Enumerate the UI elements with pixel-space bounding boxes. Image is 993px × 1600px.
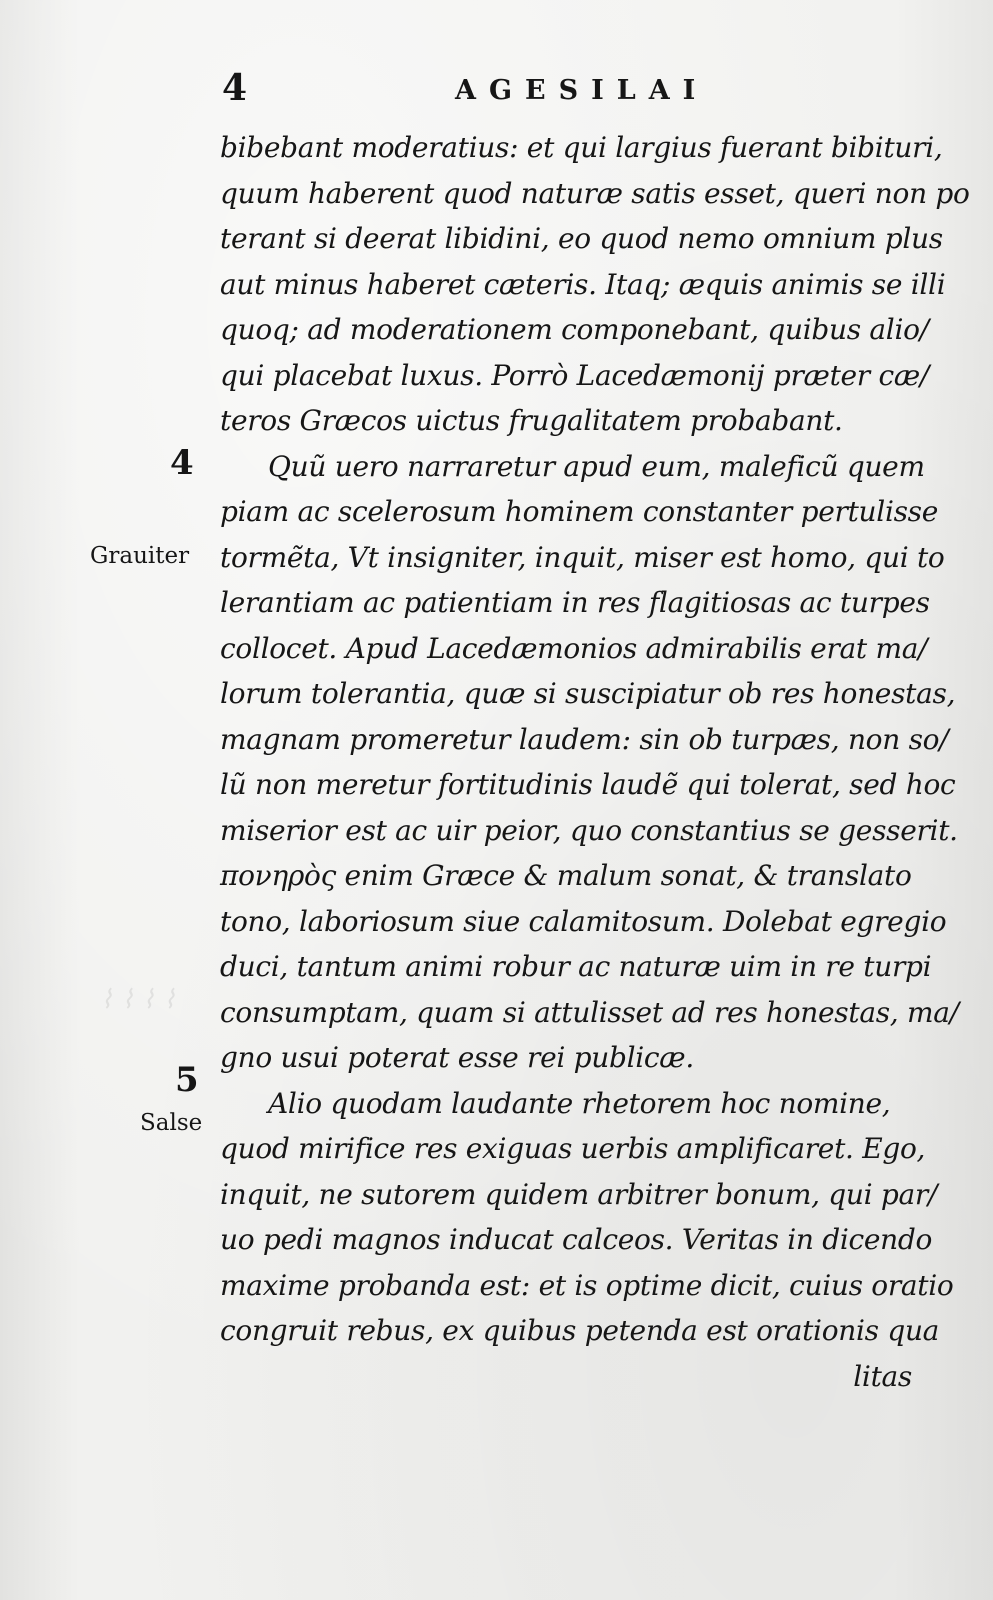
bleed-through-marks: ⌇ ⌇ ⌇ ⌇ bbox=[100, 985, 176, 1015]
text-line: quod mirifice res exiguas uerbis amplificaret. Ego, bbox=[220, 1132, 926, 1165]
text-line: lerantiam ac patientiam in res flagitiosas ac turpes bbox=[220, 586, 930, 619]
text-line: maxime probanda est: et is optime dicit, cuius oratio bbox=[220, 1268, 954, 1302]
margin-note-grauiter: Grauiter bbox=[90, 543, 190, 569]
margin-note-salse: Salse bbox=[140, 1110, 203, 1136]
text-line: πονηρὸς enim Græce & malum sonat, & translato bbox=[220, 859, 912, 892]
text-line: miserior est ac uir peior, quo constantius se gesserit. bbox=[220, 813, 958, 847]
page-number: 4 bbox=[222, 67, 248, 109]
text-line: consumptam, quam si attulisset ad res honestas, ma/ bbox=[220, 995, 959, 1029]
text-line: Alio quodam laudante rhetorem hoc nomine, bbox=[268, 1086, 891, 1120]
running-head: AGESILAI bbox=[455, 75, 709, 106]
text-line: collocet. Apud Lacedæmonios admirabilis erat ma/ bbox=[220, 631, 928, 665]
text-line: litas bbox=[853, 1359, 912, 1393]
text-line: aut minus haberet cæteris. Itaq; æquis animis se illi bbox=[220, 267, 946, 301]
text-line: duci, tantum animi robur ac naturæ uim in re turpi bbox=[220, 950, 932, 983]
text-line: Quũ uero narraretur apud eum, maleficũ quem bbox=[268, 449, 925, 483]
text-line: quum haberent quod naturæ satis esset, queri non po bbox=[220, 176, 970, 210]
text-line: bibebant moderatius: et qui largius fuerant bibituri, bbox=[220, 131, 943, 164]
text-line: quoq; ad moderationem componebant, quibus alio/ bbox=[220, 313, 929, 346]
text-line: piam ac scelerosum hominem constanter pertulisse bbox=[220, 495, 939, 528]
text-line: teros Græcos uictus frugalitatem probabant. bbox=[220, 404, 843, 437]
text-line: inquit, ne sutorem quidem arbitrer bonum, qui par/ bbox=[220, 1177, 938, 1211]
text-line: lorum tolerantia, quæ si suscipiatur ob res honestas, bbox=[220, 677, 956, 710]
text-line: magnam promeretur laudem: sin ob turpæs, non so/ bbox=[220, 722, 949, 756]
text-line: tono, laboriosum siue calamitosum. Dolebat egregio bbox=[220, 904, 947, 938]
text-line: congruit rebus, ex quibus petenda est orationis qua bbox=[220, 1314, 940, 1347]
margin-section-number-4: 4 bbox=[170, 443, 194, 483]
main-text bbox=[220, 125, 970, 1399]
text-line: lũ non meretur fortitudinis laudẽ qui tolerat, sed hoc bbox=[220, 768, 956, 801]
text-line: qui placebat luxus. Porrò Lacedæmonij præter cæ/ bbox=[220, 358, 930, 392]
text-line: uo pedi magnos inducat calceos. Veritas in dicendo bbox=[220, 1223, 933, 1256]
text-line: terant si deerat libidini, eo quod nemo omnium plus bbox=[220, 222, 943, 255]
text-line: tormẽta, Vt insigniter, inquit, miser est homo, qui to bbox=[220, 540, 945, 574]
text-line: gno usui poterat esse rei publicæ. bbox=[220, 1041, 694, 1074]
margin-section-number-5: 5 bbox=[175, 1060, 199, 1100]
